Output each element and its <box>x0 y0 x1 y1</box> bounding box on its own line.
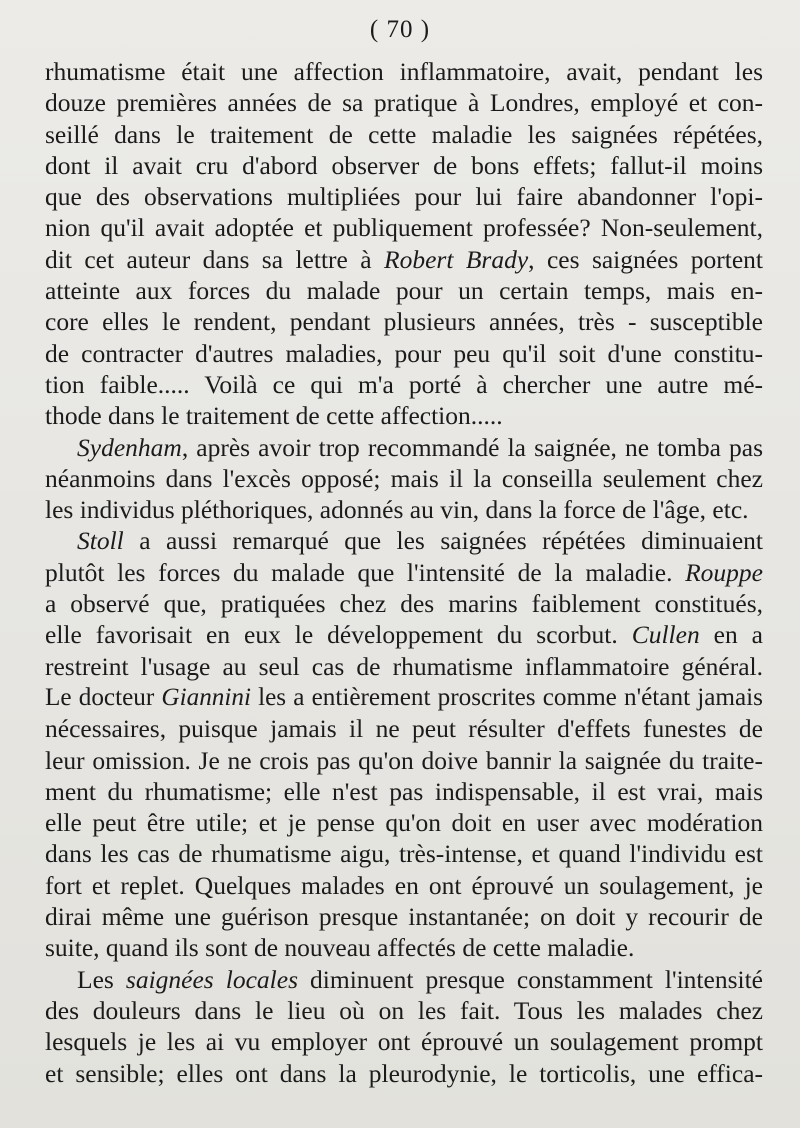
text-line <box>45 651 763 682</box>
text-line <box>45 494 763 525</box>
text-line <box>45 682 763 713</box>
text-segment: , ces saignées portent <box>528 244 763 274</box>
text-segment: rhumatisme était une affection inflammatoire, avait, pendant les <box>45 57 763 86</box>
text-line <box>45 369 763 400</box>
text-segment: Le docteur <box>45 683 162 711</box>
text-line <box>45 713 763 744</box>
text-segment: dit cet auteur dans sa lettre à <box>45 244 384 274</box>
text-segment: dont il avait cru d'abord observer de bons effets; fallut-il moins <box>45 150 763 180</box>
italic-name: Robert Brady <box>384 244 529 274</box>
text-line <box>45 275 763 306</box>
text-segment: core elles le rendent, pendant plusieurs années, très - susceptible <box>45 307 763 337</box>
text-line <box>45 432 763 463</box>
italic-name: Giannini <box>161 683 251 711</box>
text-segment: les a entièrement proscrites comme n'étant jamais <box>250 683 763 711</box>
text-line <box>45 244 763 275</box>
text-segment: , après avoir trop recommandé la saignée, ne tomba pas <box>181 432 763 462</box>
text-line <box>45 588 763 619</box>
text-line <box>45 776 763 807</box>
text-segment: elle favorisait en eux le développement du scorbut. <box>45 620 632 650</box>
text-segment: a aussi remarqué que les saignées répétées diminuaient <box>123 526 763 556</box>
text-segment: restreint l'usage au seul cas de rhumatisme inflammatoire général. <box>45 651 763 681</box>
text-line <box>45 119 763 150</box>
text-line <box>45 56 763 87</box>
text-segment: a observé que, pratiquées chez des marins faiblement constitués, <box>45 589 763 619</box>
text-segment: fort et replet. Quelques malades en ont éprouvé un soulagement, je <box>45 870 763 900</box>
text-segment: dirai même une guérison presque instantanée; on doit y recourir de <box>45 902 763 932</box>
text-line <box>45 338 763 369</box>
text-segment: Les <box>77 964 126 994</box>
text-line <box>45 463 763 494</box>
text-line <box>45 212 763 243</box>
text-line <box>45 619 763 650</box>
text-line <box>45 838 763 869</box>
text-line <box>45 995 763 1026</box>
text-segment: thode dans le traitement de cette affection..... <box>45 401 503 431</box>
text-segment: en a <box>699 620 763 650</box>
text-segment: ment du rhumatisme; elle n'est pas indispensable, il est vrai, mais <box>45 776 763 806</box>
text-segment: néanmoins dans l'excès opposé; mais il la conseilla seulement chez <box>45 463 763 493</box>
italic-name: saignées locales <box>125 964 298 994</box>
text-line <box>45 901 763 932</box>
text-line <box>45 400 763 431</box>
italic-name: Stoll <box>77 526 124 556</box>
text-line <box>45 932 763 963</box>
text-segment: dans les cas de rhumatisme aigu, très-intense, et quand l'individu est <box>45 839 763 869</box>
italic-name: Cullen <box>631 620 700 650</box>
body-text <box>45 56 763 1089</box>
text-segment: seillé dans le traitement de cette maladie les saignées répétées, <box>45 119 763 149</box>
text-line <box>45 870 763 901</box>
text-segment: les individus pléthoriques, adonnés au vin, dans la force de l'âge, etc. <box>45 495 749 525</box>
text-line <box>45 557 763 588</box>
text-segment: et sensible; elles ont dans la pleurodynie, le torticolis, une effica- <box>45 1058 763 1088</box>
italic-name: Sydenham <box>77 432 182 462</box>
text-line <box>45 807 763 838</box>
text-segment: douze premières années de sa pratique à Londres, employé et con- <box>45 88 763 118</box>
page-number: ( 70 ) <box>369 16 431 43</box>
text-line <box>45 306 763 337</box>
text-segment: atteinte aux forces du malade pour un certain temps, mais en- <box>45 276 763 306</box>
text-line <box>45 150 763 181</box>
text-segment: que des observations multipliées pour lui faire abandonner l'opi- <box>45 182 763 212</box>
text-segment: suite, quand ils sont de nouveau affectés de cette maladie. <box>45 933 635 963</box>
text-line <box>45 87 763 118</box>
italic-name: Rouppe <box>685 557 763 587</box>
text-line <box>45 525 763 556</box>
text-segment: nécessaires, puisque jamais il ne peut résulter d'effets funestes de <box>45 714 763 744</box>
text-segment: nion qu'il avait adoptée et publiquement professée? Non-seulement, <box>45 213 763 243</box>
text-segment: de contracter d'autres maladies, pour peu qu'il soit d'une constitu- <box>45 338 763 368</box>
text-segment: leur omission. Je ne crois pas qu'on doive bannir la saignée du traite- <box>45 745 763 775</box>
text-segment: plutôt les forces du malade que l'intensité de la maladie. <box>45 557 686 587</box>
text-segment: diminuent presque constamment l'intensité <box>298 964 763 994</box>
text-line <box>45 745 763 776</box>
text-line <box>45 964 763 995</box>
text-line <box>45 1026 763 1057</box>
text-segment: lesquels je les ai vu employer ont éprouvé un soulagement prompt <box>45 1027 763 1057</box>
text-line <box>45 181 763 212</box>
text-segment: des douleurs dans le lieu où on les fait. Tous les malades chez <box>45 995 763 1025</box>
text-line <box>45 1058 763 1089</box>
text-segment: tion faible..... Voilà ce qui m'a porté à chercher une autre mé- <box>45 369 763 399</box>
text-segment: elle peut être utile; et je pense qu'on doit en user avec modération <box>45 808 763 838</box>
